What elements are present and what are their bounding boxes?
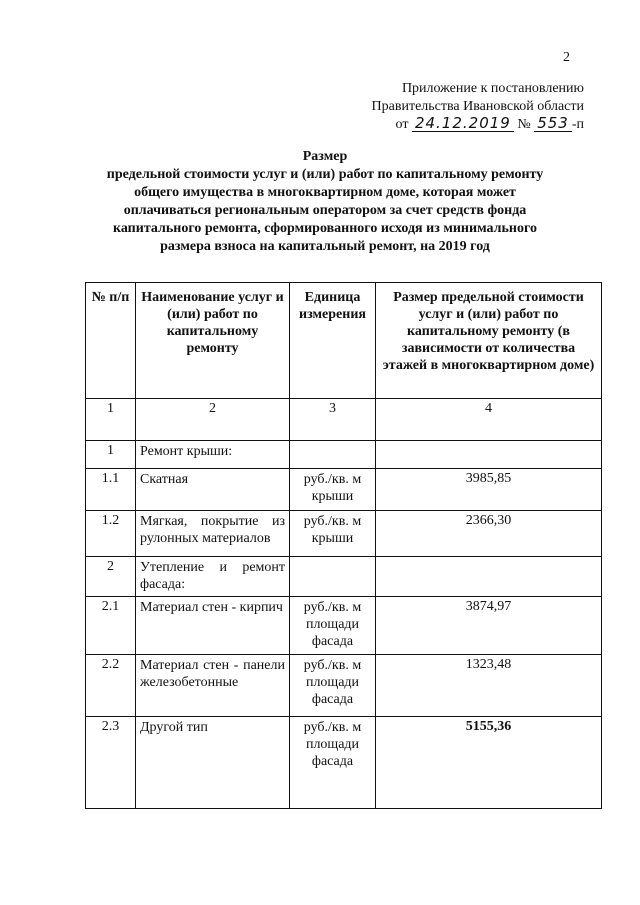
- table-header-row: [86, 283, 602, 399]
- table-row: [86, 441, 602, 469]
- index-cell: 4: [376, 399, 602, 441]
- row-unit: руб./кв. м площади фасада: [290, 597, 376, 655]
- row-value: [376, 441, 602, 469]
- row-unit: руб./кв. м крыши: [290, 511, 376, 557]
- row-name: Мягкая, покрытие из рулонных материалов: [136, 511, 290, 557]
- header-name: Наименование услуг и (или) работ по капитальному ремонту: [136, 283, 290, 399]
- title-line-6: размера взноса на капитальный ремонт, на 2019 год: [160, 239, 490, 254]
- row-unit: [290, 557, 376, 597]
- row-num: 1: [86, 441, 136, 469]
- table-row: [86, 511, 602, 557]
- index-row: [86, 399, 602, 441]
- index-cell: 2: [136, 399, 290, 441]
- row-num: 2: [86, 557, 136, 597]
- table-row: [86, 655, 602, 717]
- appendix-line-2: Правительства Ивановской области: [371, 99, 584, 114]
- row-name: Другой тип: [136, 717, 290, 809]
- row-num: 1.1: [86, 469, 136, 511]
- row-unit: руб./кв. м площади фасада: [290, 655, 376, 717]
- table-row: [86, 597, 602, 655]
- row-unit: руб./кв. м площади фасада: [290, 717, 376, 809]
- title-line-4: оплачиваться региональным оператором за счет средств фонда: [123, 203, 527, 218]
- row-value: 5155,36: [376, 717, 602, 809]
- row-name: Материал стен - панели железобетонные: [136, 655, 290, 717]
- row-value: 3874,97: [376, 597, 602, 655]
- handwritten-number: 553: [534, 116, 572, 132]
- appendix-date-line: [372, 116, 584, 134]
- index-cell: 1: [86, 399, 136, 441]
- row-name: Утепление и ремонт фасада:: [136, 557, 290, 597]
- header-value: Размер предельной стоимости услуг и (или) работ по капитальному ремонту (в зависимости от количества этажей в многоквартирном доме): [376, 283, 602, 399]
- title-line-3: общего имущества в многоквартирном доме, которая может: [134, 185, 516, 200]
- row-value: 2366,30: [376, 511, 602, 557]
- table-row: [86, 469, 602, 511]
- table-row: [86, 557, 602, 597]
- row-unit: [290, 441, 376, 469]
- number-label: №: [517, 117, 531, 132]
- row-num: 2.2: [86, 655, 136, 717]
- row-name: Ремонт крыши:: [136, 441, 290, 469]
- appendix-line-1: Приложение к постановлению: [401, 81, 584, 96]
- header-num: № п/п: [86, 283, 136, 399]
- row-value: 1323,48: [376, 655, 602, 717]
- header-unit: Единица измерения: [290, 283, 376, 399]
- table-row: [86, 717, 602, 809]
- date-prefix: от: [395, 117, 409, 132]
- row-value: 3985,85: [376, 469, 602, 511]
- handwritten-date: 24.12.2019: [412, 116, 514, 132]
- cost-table: [85, 282, 602, 809]
- title-line-1: Размер: [302, 149, 348, 164]
- row-name: Материал стен - кирпич: [136, 597, 290, 655]
- document-title: [60, 148, 590, 256]
- row-value: [376, 557, 602, 597]
- title-line-5: капитального ремонта, сформированного исходя из минимального: [113, 221, 537, 236]
- row-unit: руб./кв. м крыши: [290, 469, 376, 511]
- row-num: 1.2: [86, 511, 136, 557]
- page-number: 2: [563, 50, 570, 65]
- row-num: 2.3: [86, 717, 136, 809]
- row-name: Скатная: [136, 469, 290, 511]
- appendix-header: [372, 80, 584, 134]
- index-cell: 3: [290, 399, 376, 441]
- row-num: 2.1: [86, 597, 136, 655]
- number-suffix: -п: [571, 117, 584, 132]
- title-line-2: предельной стоимости услуг и (или) работ по капитальному ремонту: [106, 167, 544, 182]
